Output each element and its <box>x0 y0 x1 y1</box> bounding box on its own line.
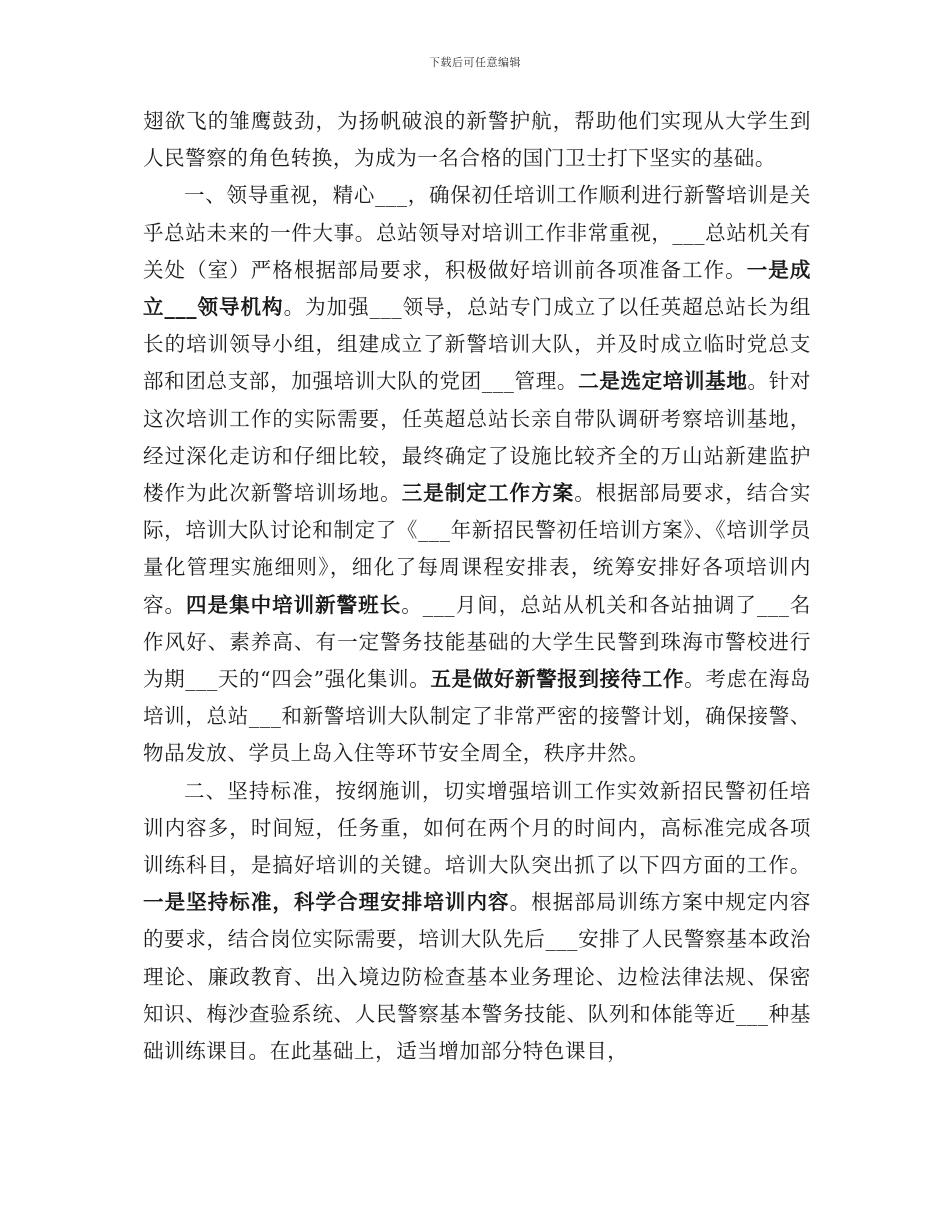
text-run: 。为加强___领导，总站专门成立了以任英超总站长为组长的培训领导小组，组建成立了新警培训大队，并及时成立临时党总支部和团总支部，加强培训大队的党团___管理。 <box>143 295 811 394</box>
key-point-3: 三是制定工作方案 <box>401 481 575 506</box>
page-header-note: 下载后可任意编辑 <box>429 56 521 69</box>
key-point-5: 五是做好新警报到接待工作 <box>430 667 685 692</box>
text-run: 翅欲飞的雏鹰鼓劲，为扬帆破浪的新警护航，帮助他们实现从大学生到人民警察的角色转换，为成为一名合格的国门卫士打下坚实的基础。 <box>143 109 811 171</box>
section-two-heading: 二、坚持标准，按纲施训，切实增强培训工作实效新招民警初任培训内容多，时间短，任务重，如何在两个月的时间内，高标准完成各项训练科目，是搞好培训的关键。培训大队突出抓了以下四方面的工作。 <box>143 778 811 878</box>
text-run: 。根据部局训练方案中规定内容的要求，结合岗位实际需要，培训大队先后___安排了人民警察基本政治理论、廉政教育、出入境边防检查基本业务理论、边检法律法规、保密知识、梅沙查验系统、人民警察基本警务技能、队列和体能等近___种基础训练课目。在此基础上，适当增加部分特色课目， <box>143 890 811 1064</box>
text-run: 。根据部局要求，结合实际，培训大队讨论和制定了《___年新招民警初任培训方案》、《培训学员量化管理实施细则》，细化了每周课程安排表，统筹安排好各项培训内容。 <box>143 481 811 617</box>
paragraph-1 <box>143 103 811 177</box>
section-one-heading: 一、领导重视，精心___，确保初任培训工作顺利进行新警培训是关乎总站未来的一件大事。总站领导对培训工作非常重视，___总站机关有关处（室）严格根据部局要求，积极做好培训前各项准备工作。 <box>143 183 811 282</box>
text-run: 。考虑在海岛培训，总站___和新警培训大队制定了非常严密的接警计划，确保接警、物品发放、学员上岛入住等环节安全周全，秩序井然。 <box>143 667 811 766</box>
key-point-4: 四是集中培训新警班长 <box>186 592 402 617</box>
paragraph-section-two <box>143 773 811 1071</box>
text-run: 。___月间，总站从机关和各站抽调了___名作风好、素养高、有一定警务技能基础的大学生民警到珠海市警校进行为期___天的“四会”强化集训。 <box>143 592 812 692</box>
key-point-1: 一是成立___领导机构 <box>143 257 811 320</box>
paragraph-section-one <box>143 177 811 772</box>
key-point-2: 二是选定培训基地 <box>578 369 748 394</box>
key-point-6: 一是坚持标准，科学合理安排培训内容 <box>143 890 510 915</box>
text-run: 。针对这次培训工作的实际需要，任英超总站长亲自带队调研考察培训基地，经过深化走访和仔细比较，最终确定了设施比较齐全的万山站新建监护楼作为此次新警培训场地。 <box>143 369 811 506</box>
document-body <box>143 103 811 1070</box>
